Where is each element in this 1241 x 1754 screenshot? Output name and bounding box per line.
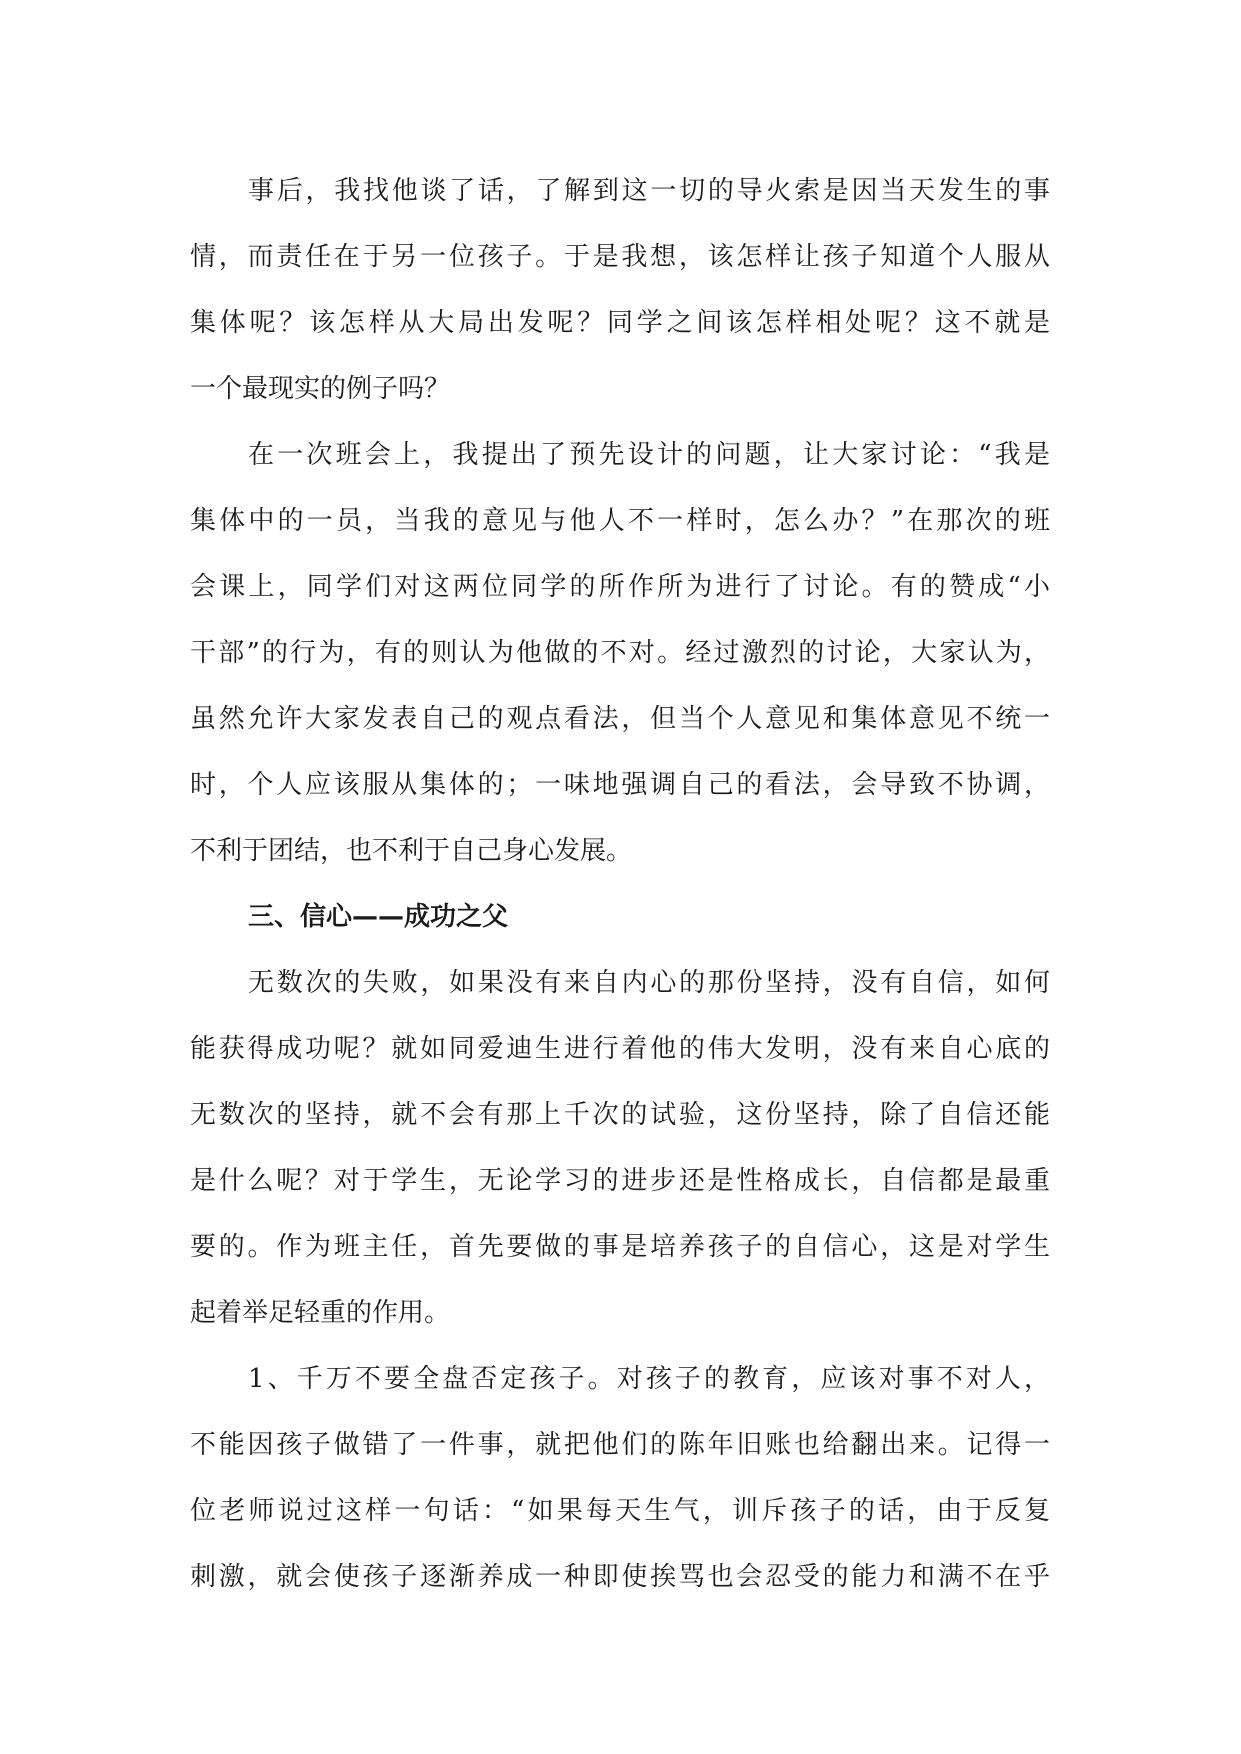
text-line: 不利于团结，也不利于自己身心发展。 — [190, 836, 633, 866]
text-line: 不能因孩子做错了一件事，就把他们的陈年旧账也给翻出来。记得一 — [190, 1430, 1050, 1460]
text-line: 要的。作为班主任，首先要做的事是培养孩子的自信心，这是对学生 — [190, 1232, 1050, 1262]
text-line: 是什么呢？对于学生，无论学习的进步还是性格成长，自信都是最重 — [190, 1166, 1050, 1196]
paragraph — [190, 158, 1050, 422]
text-line: 起着举足轻重的作用。 — [190, 1298, 451, 1328]
section-heading-block — [190, 884, 1050, 950]
text-line: 能获得成功呢？就如同爱迪生进行着他的伟大发明，没有来自心底的 — [190, 1034, 1050, 1064]
text-line: 虽然允许大家发表自己的观点看法，但当个人意见和集体意见不统一 — [190, 704, 1050, 734]
text-line: 情，而责任在于另一位孩子。于是我想，该怎样让孩子知道个人服从 — [190, 242, 1050, 272]
text-line: 1、千万不要全盘否定孩子。对孩子的教育，应该对事不对人， — [248, 1364, 1050, 1394]
text-line: 无数次的失败，如果没有来自内心的那份坚持，没有自信，如何 — [248, 968, 1050, 998]
text-line: 位老师说过这样一句话：“如果每天生气，训斥孩子的话，由于反复 — [190, 1496, 1050, 1526]
text-line: 无数次的坚持，就不会有那上千次的试验，这份坚持，除了自信还能 — [190, 1100, 1050, 1130]
text-line: 干部”的行为，有的则认为他做的不对。经过激烈的讨论，大家认为， — [190, 638, 1050, 668]
text-line: 时，个人应该服从集体的；一味地强调自己的看法，会导致不协调， — [190, 770, 1050, 800]
document-body — [190, 158, 1050, 1610]
text-line: 在一次班会上，我提出了预先设计的问题，让大家讨论：“我是 — [248, 440, 1050, 470]
text-line: 刺激，就会使孩子逐渐养成一种即使挨骂也会忍受的能力和满不在乎 — [190, 1562, 1050, 1592]
text-line: 事后，我找他谈了话，了解到这一切的导火索是因当天发生的事 — [248, 176, 1050, 206]
paragraph — [190, 1346, 1050, 1610]
paragraph — [190, 950, 1050, 1346]
text-line: 集体呢？该怎样从大局出发呢？同学之间该怎样相处呢？这不就是 — [190, 308, 1050, 338]
section-heading: 三、信心——成功之父 — [248, 902, 509, 932]
text-line: 集体中的一员，当我的意见与他人不一样时，怎么办？”在那次的班 — [190, 506, 1050, 536]
paragraph — [190, 422, 1050, 884]
text-line: 一个最现实的例子吗？ — [190, 374, 451, 404]
text-line: 会课上，同学们对这两位同学的所作所为进行了讨论。有的赞成“小 — [190, 572, 1050, 602]
